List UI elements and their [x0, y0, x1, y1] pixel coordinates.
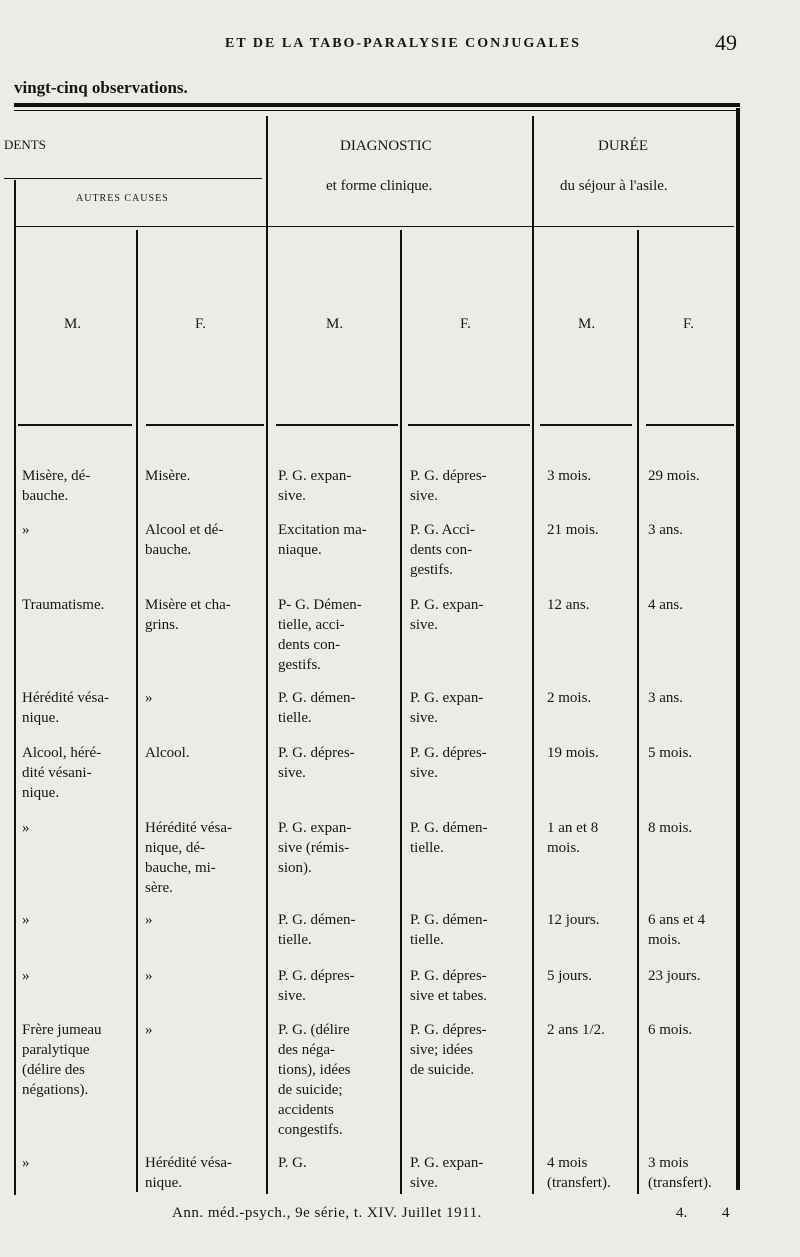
- cell-duree-f: 6 ans et 4 mois.: [648, 912, 706, 948]
- col-f-diagnostic: F.: [460, 316, 471, 332]
- cell-diagnostic-f: P. G. dépres- sive.: [410, 468, 487, 504]
- column-header-diagnostic: DIAGNOSTIC: [340, 138, 432, 154]
- footer-citation: Ann. méd.-psych., 9e série, t. XIV. Juillet 1911.: [172, 1205, 482, 1221]
- header-bottom-rule: [540, 424, 632, 426]
- cell-diagnostic-m: P. G. expan- sive.: [278, 468, 352, 504]
- header-bottom-rule: [276, 424, 398, 426]
- col-m-diagnostic: M.: [326, 316, 344, 332]
- column-rule: [14, 180, 16, 1195]
- cell-diagnostic-f: P. G. dépres- sive.: [410, 745, 487, 781]
- cell-diagnostic-m: Excitation ma- niaque.: [278, 522, 367, 558]
- footer-signature-left: 4.: [676, 1205, 688, 1221]
- cell-duree-m: 21 mois.: [547, 522, 599, 538]
- cell-duree-m: 12 ans.: [547, 597, 590, 613]
- top-rule-thin: [14, 110, 740, 111]
- cell-diagnostic-m: P. G. expan- sive (rémis- sion).: [278, 820, 352, 876]
- cell-diagnostic-f: P. G. Acci- dents con- gestifs.: [410, 522, 475, 578]
- cell-duree-m: 2 mois.: [547, 690, 592, 706]
- col-m-duree: M.: [578, 316, 596, 332]
- cell-autres-causes-m: Hérédité vésa- nique.: [22, 690, 110, 726]
- cell-diagnostic-m: P. G.: [278, 1155, 307, 1171]
- col-f-autres: F.: [195, 316, 206, 332]
- cell-diagnostic-f: P. G. expan- sive.: [410, 597, 484, 633]
- cell-autres-causes-f: Misère et cha- grins.: [145, 597, 231, 633]
- cell-autres-causes-m: »: [22, 968, 30, 984]
- cell-duree-m: 1 an et 8 mois.: [547, 820, 599, 856]
- cell-autres-causes-f: »: [145, 968, 153, 984]
- header-bottom-rule: [408, 424, 530, 426]
- cell-autres-causes-f: Hérédité vésa- nique.: [145, 1155, 233, 1191]
- cell-duree-m: 19 mois.: [547, 745, 599, 761]
- cell-autres-causes-m: Alcool, héré- dité vésani- nique.: [22, 745, 102, 801]
- cell-duree-m: 2 ans 1/2.: [547, 1022, 605, 1038]
- cell-autres-causes-m: »: [22, 912, 30, 928]
- cell-autres-causes-f: Hérédité vésa- nique, dé- bauche, mi- sère.: [145, 820, 233, 896]
- top-rule: [14, 103, 740, 107]
- cell-duree-m: 12 jours.: [547, 912, 600, 928]
- cell-autres-causes-f: »: [145, 912, 153, 928]
- cell-duree-f: 3 mois (transfert).: [648, 1155, 712, 1191]
- column-header-antecedents: DENTS: [4, 137, 46, 152]
- cell-diagnostic-m: P. G. démen- tielle.: [278, 690, 356, 726]
- cell-duree-f: 3 ans.: [648, 690, 683, 706]
- cell-duree-f: 3 ans.: [648, 522, 683, 538]
- subheader-divider: [16, 226, 734, 227]
- cell-diagnostic-f: P. G. expan- sive.: [410, 690, 484, 726]
- page-number: 49: [715, 30, 737, 55]
- cell-autres-causes-f: Misère.: [145, 468, 191, 484]
- cell-diagnostic-f: P. G. expan- sive.: [410, 1155, 484, 1191]
- cell-autres-causes-f: Alcool et dé- bauche.: [145, 522, 224, 558]
- running-title: ET DE LA TABO-PARALYSIE CONJUGALES: [225, 36, 581, 51]
- cell-duree-f: 23 jours.: [648, 968, 701, 984]
- cell-autres-causes-m: »: [22, 522, 30, 538]
- cell-duree-f: 4 ans.: [648, 597, 683, 613]
- cell-diagnostic-m: P. G. dépres- sive.: [278, 968, 355, 1004]
- cell-duree-m: 4 mois (transfert).: [547, 1155, 611, 1191]
- cell-duree-f: 29 mois.: [648, 468, 700, 484]
- cell-autres-causes-f: »: [145, 1022, 153, 1038]
- cell-duree-f: 5 mois.: [648, 745, 693, 761]
- cell-autres-causes-f: »: [145, 690, 153, 706]
- header-bottom-rule: [18, 424, 132, 426]
- cell-diagnostic-f: P. G. dépres- sive; idées de suicide.: [410, 1022, 487, 1078]
- cell-diagnostic-f: P. G. démen- tielle.: [410, 820, 488, 856]
- header-bottom-rule: [646, 424, 734, 426]
- col-m-autres: M.: [64, 316, 82, 332]
- cell-autres-causes-m: Misère, dé- bauche.: [22, 468, 91, 504]
- table-subtitle: vingt-cinq observations.: [14, 78, 188, 97]
- cell-autres-causes-m: »: [22, 1155, 30, 1171]
- cell-autres-causes-m: Traumatisme.: [22, 597, 105, 613]
- cell-diagnostic-f: P. G. dépres- sive et tabes.: [410, 968, 488, 1004]
- cell-autres-causes-m: Frère jumeau paralytique (délire des négations).: [22, 1022, 102, 1098]
- cell-autres-causes-f: Alcool.: [145, 745, 190, 761]
- cell-duree-f: 6 mois.: [648, 1022, 693, 1038]
- cell-duree-m: 3 mois.: [547, 468, 592, 484]
- cell-diagnostic-m: P. G. démen- tielle.: [278, 912, 356, 948]
- column-header-duree: DURÉE: [598, 138, 648, 154]
- column-rule: [400, 230, 402, 1194]
- cell-duree-f: 8 mois.: [648, 820, 693, 836]
- cell-autres-causes-m: »: [22, 820, 30, 836]
- column-header-diagnostic-sub: et forme clinique.: [326, 178, 433, 194]
- column-header-autres-causes: AUTRES CAUSES: [76, 193, 169, 204]
- cell-diagnostic-m: P. G. (délire des néga- tions), idées de suicide; accidents congestifs.: [278, 1022, 351, 1138]
- column-header-duree-sub: du séjour à l'asile.: [560, 178, 668, 194]
- cell-diagnostic-m: P. G. dépres- sive.: [278, 745, 355, 781]
- footer-signature-right: 4: [722, 1205, 730, 1221]
- header-bottom-rule: [146, 424, 264, 426]
- col-f-duree: F.: [683, 316, 694, 332]
- cell-diagnostic-f: P. G. démen- tielle.: [410, 912, 488, 948]
- column-rule: [637, 230, 639, 1194]
- header-divider: [4, 178, 262, 179]
- cell-duree-m: 5 jours.: [547, 968, 592, 984]
- cell-diagnostic-m: P- G. Démen- tielle, acci- dents con- gestifs.: [278, 597, 362, 673]
